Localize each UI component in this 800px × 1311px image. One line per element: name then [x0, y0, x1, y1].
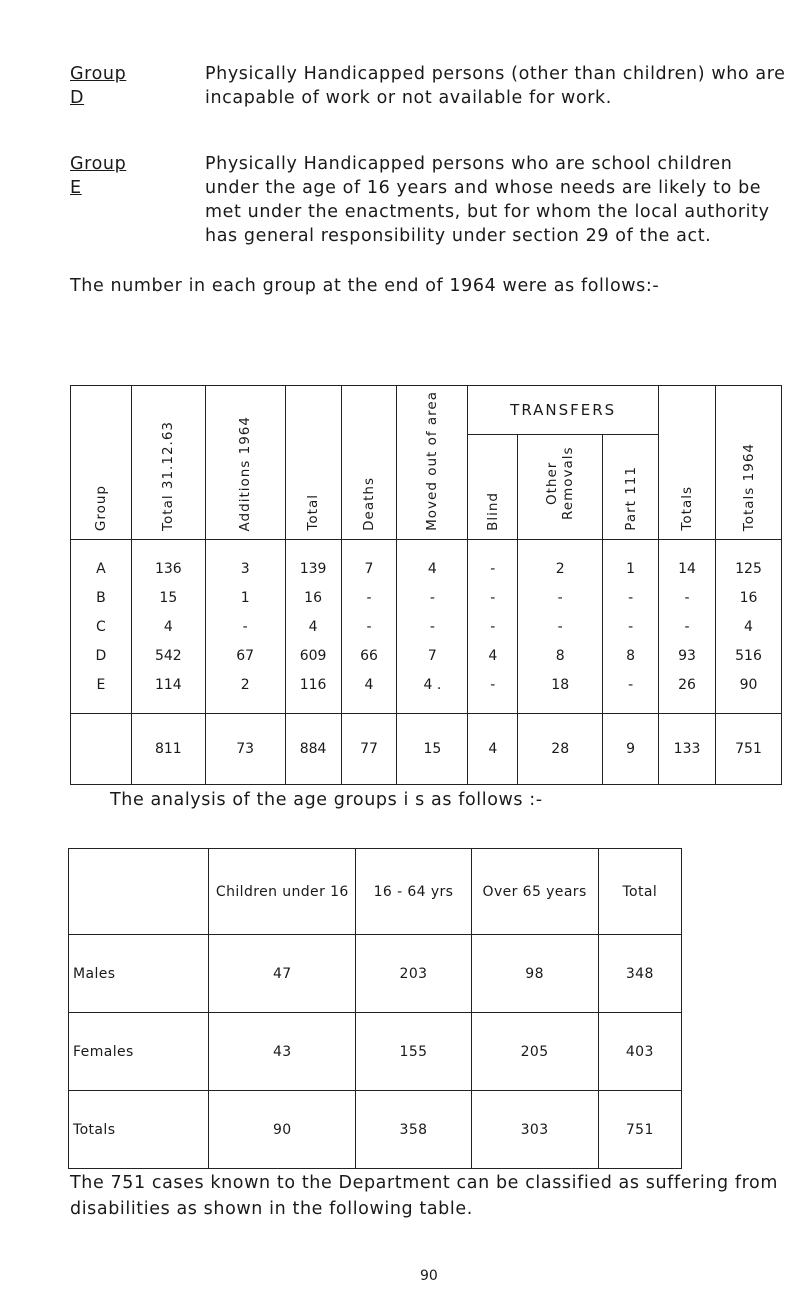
table-cell: - — [603, 583, 659, 612]
table-cell: 125 — [716, 540, 782, 584]
table-cell: - — [659, 583, 716, 612]
table-cell: 18 — [518, 670, 603, 714]
table-row — [71, 641, 782, 670]
table-cell: 8 — [603, 641, 659, 670]
table-cell: 4 — [341, 670, 397, 714]
total-cell: 751 — [716, 714, 782, 785]
table-cell: 15 — [131, 583, 205, 612]
table-cell: 2 — [205, 670, 285, 714]
table-row — [69, 1091, 682, 1169]
table-cell: 116 — [285, 670, 341, 714]
page-number: 90 — [420, 1268, 438, 1284]
table-row — [69, 935, 682, 1013]
table-cell: 542 — [131, 641, 205, 670]
table-cell: - — [397, 583, 468, 612]
table2-body — [69, 849, 682, 1169]
column-header: Children under 16 — [209, 849, 356, 935]
total-cell: 15 — [397, 714, 468, 785]
table-cell: - — [659, 612, 716, 641]
table-cell: 4 — [131, 612, 205, 641]
total-cell: 73 — [205, 714, 285, 785]
table-cell: 67 — [205, 641, 285, 670]
header-totals-1964: Totals 1964 — [716, 386, 782, 540]
table-cell: 26 — [659, 670, 716, 714]
table-row — [71, 612, 782, 641]
table-cell: 155 — [356, 1013, 471, 1091]
table-cell: C — [71, 612, 132, 641]
table-cell: 205 — [471, 1013, 598, 1091]
table-cell: - — [603, 612, 659, 641]
table-cell: 16 — [716, 583, 782, 612]
total-cell: 811 — [131, 714, 205, 785]
analysis-intro: The analysis of the age groups i s as follows :- — [110, 790, 543, 810]
header-blind: Blind — [468, 435, 518, 540]
table-cell: 4 — [397, 540, 468, 584]
header-moved-out: Moved out of area — [397, 386, 468, 540]
table-cell: 93 — [659, 641, 716, 670]
table-cell: 4 — [285, 612, 341, 641]
table-cell: - — [468, 540, 518, 584]
table-cell: 348 — [598, 935, 681, 1013]
total-cell: 28 — [518, 714, 603, 785]
table-cell: - — [341, 612, 397, 641]
table-cell: - — [468, 670, 518, 714]
table-cell: 98 — [471, 935, 598, 1013]
table-cell: 90 — [716, 670, 782, 714]
table-row — [69, 1013, 682, 1091]
table-cell: A — [71, 540, 132, 584]
table-cell: 114 — [131, 670, 205, 714]
table-cell: 203 — [356, 935, 471, 1013]
table-cell: 4 — [716, 612, 782, 641]
table-cell: 66 — [341, 641, 397, 670]
table-cell: 14 — [659, 540, 716, 584]
table-cell: 139 — [285, 540, 341, 584]
group-label: Group E — [70, 154, 127, 198]
table-cell: - — [468, 583, 518, 612]
intro-text: The number in each group at the end of 1964 were as follows:- — [70, 276, 660, 296]
header-totals: Totals — [659, 386, 716, 540]
table-cell: 1 — [603, 540, 659, 584]
row-label: Males — [69, 935, 209, 1013]
table-cell: - — [205, 612, 285, 641]
table-cell: - — [603, 670, 659, 714]
table-cell: 4 — [468, 641, 518, 670]
header-transfers: TRANSFERS — [468, 386, 659, 435]
total-cell: 9 — [603, 714, 659, 785]
table-cell: 2 — [518, 540, 603, 584]
table-cell: - — [397, 612, 468, 641]
group-label: Group D — [70, 64, 127, 108]
table-cell: B — [71, 583, 132, 612]
table-cell: 7 — [341, 540, 397, 584]
table-cell: 8 — [518, 641, 603, 670]
row-label: Totals — [69, 1091, 209, 1169]
table-cell: 3 — [205, 540, 285, 584]
table-cell: - — [341, 583, 397, 612]
table-cell: 303 — [471, 1091, 598, 1169]
table-cell: - — [518, 583, 603, 612]
table-cell: 4 . — [397, 670, 468, 714]
column-header — [69, 849, 209, 935]
column-header: 16 - 64 yrs — [356, 849, 471, 935]
table-cell: E — [71, 670, 132, 714]
closing-paragraph: The 751 cases known to the Department can be classified as suffering from disabilities as shown in the following table. — [70, 1173, 779, 1219]
table-cell: 43 — [209, 1013, 356, 1091]
table-cell: 358 — [356, 1091, 471, 1169]
table-cell: 609 — [285, 641, 341, 670]
table-cell: - — [468, 612, 518, 641]
table-cell: D — [71, 641, 132, 670]
table-cell: 751 — [598, 1091, 681, 1169]
header-part-111: Part 111 — [603, 435, 659, 540]
column-header: Over 65 years — [471, 849, 598, 935]
table-row — [71, 670, 782, 714]
table-cell: 403 — [598, 1013, 681, 1091]
table-row — [71, 583, 782, 612]
header-other-removals: Other Removals — [518, 435, 603, 540]
header-group: Group — [71, 386, 132, 540]
table-cell: 90 — [209, 1091, 356, 1169]
table-cell: 516 — [716, 641, 782, 670]
table1-body — [71, 540, 782, 785]
header-additions: Additions 1964 — [205, 386, 285, 540]
table-cell: 136 — [131, 540, 205, 584]
totals-row — [71, 714, 782, 785]
header-total: Total — [285, 386, 341, 540]
table-row — [71, 540, 782, 584]
header-deaths: Deaths — [341, 386, 397, 540]
row-label: Females — [69, 1013, 209, 1091]
total-cell: 884 — [285, 714, 341, 785]
total-cell: 77 — [341, 714, 397, 785]
table-cell: 16 — [285, 583, 341, 612]
group-description: Physically Handicapped persons who are school children under the age of 16 years and whose needs are likely to be met under the enactments, but for whom the local authority has general responsibility under section 29 of the act. — [205, 154, 770, 246]
table-header-row — [69, 849, 682, 935]
table-cell: - — [518, 612, 603, 641]
total-cell — [71, 714, 132, 785]
total-cell: 4 — [468, 714, 518, 785]
age-group-table — [68, 848, 682, 1169]
header-total-prev: Total 31.12.63 — [131, 386, 205, 540]
table-cell: 1 — [205, 583, 285, 612]
group-counts-table — [70, 385, 782, 785]
table-cell: 47 — [209, 935, 356, 1013]
group-description: Physically Handicapped persons (other than children) who are incapable of work or not available for work. — [205, 64, 786, 108]
column-header: Total — [598, 849, 681, 935]
table-cell: 7 — [397, 641, 468, 670]
total-cell: 133 — [659, 714, 716, 785]
